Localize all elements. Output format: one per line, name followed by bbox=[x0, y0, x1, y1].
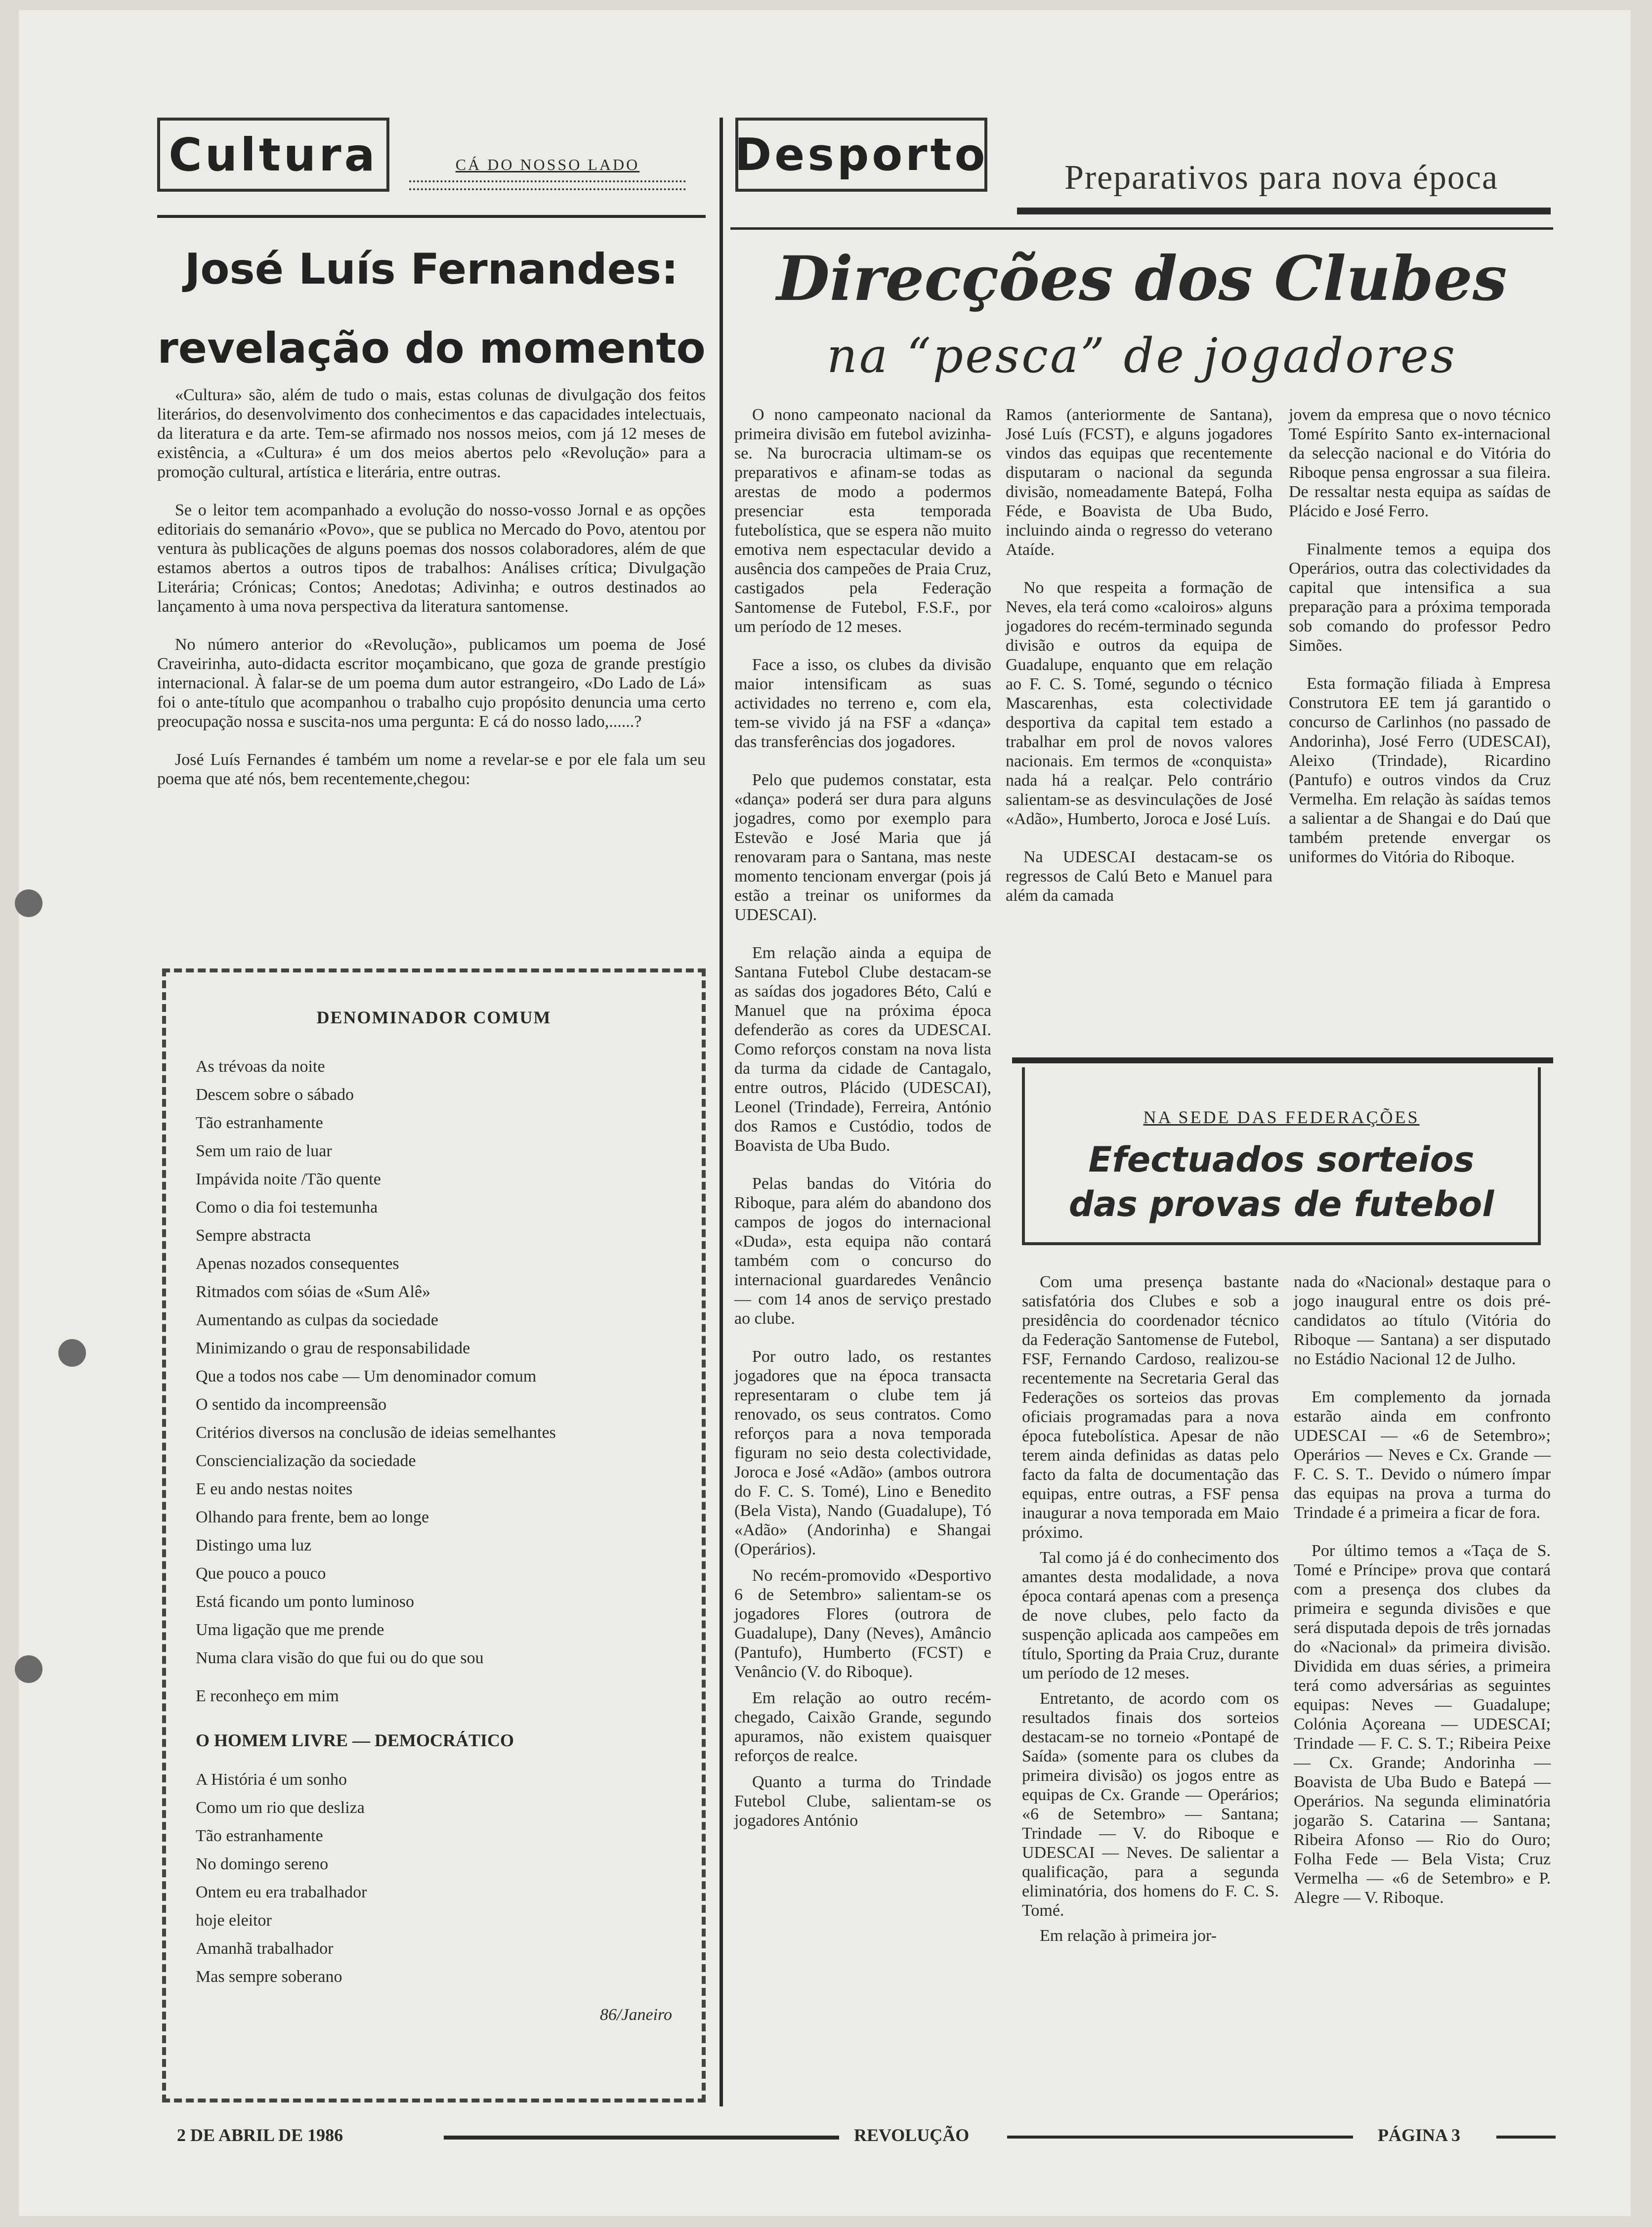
poem-line: Sempre abstracta bbox=[196, 1226, 311, 1245]
footer-rule-end bbox=[1496, 2136, 1556, 2139]
sport-column-1 bbox=[734, 405, 991, 1830]
poem-line: Aumentando as culpas da sociedade bbox=[196, 1311, 438, 1329]
sub-article-paragraph: Tal como já é do conhecimento dos amantes desta modalidade, a nova época contará apenas com a presença de nove clubes, pelo facto da suspenção aplicada aos campeões em título, Sporting da Praia Cruz, durante um período de 12 meses. bbox=[1022, 1549, 1279, 1682]
poem-line: Está ficando um ponto luminoso bbox=[196, 1593, 414, 1611]
culture-paragraph: José Luís Fernandes é também um nome a revelar-se e por ele fala um seu poema que até nós, bem recentemente,chegou: bbox=[157, 751, 706, 788]
sub-article-paragraph: Com uma presença bastante satisfatória dos Clubes e sob a presidência do coordenador técnico da Federação Santomense de Futebol, FSF, Fernando Cardoso, realizou-se recentemente na Secretaria Geral das Federações os sorteios das provas oficiais programadas para a nova época futebolística. Apesar de não terem ainda definidas as datas pelo facto da falta de documentação das equipas, entre outras, a FSF pensa inaugurar a nova temporada em Maio próximo. bbox=[1022, 1273, 1279, 1542]
poem-line: Minimizando o grau de responsabilidade bbox=[196, 1339, 470, 1357]
footer-paper-name: REVOLUÇÃO bbox=[854, 2125, 970, 2145]
poem-line: Apenas nozados consequentes bbox=[196, 1255, 399, 1273]
column-divider bbox=[720, 118, 723, 2106]
sport-section-tag bbox=[735, 118, 987, 192]
poem-title: DENOMINADOR COMUM bbox=[316, 1008, 551, 1027]
poem-line: No domingo sereno bbox=[196, 1855, 329, 1873]
sub-article-column-1 bbox=[1022, 1272, 1279, 1945]
culture-kicker-ornament bbox=[409, 180, 686, 190]
poem-stanza-1 bbox=[196, 1052, 672, 1710]
footer-date: 2 DE ABRIL DE 1986 bbox=[177, 2125, 343, 2145]
poem-line: Tão estranhamente bbox=[196, 1827, 323, 1845]
poem-line: Descem sobre o sábado bbox=[196, 1086, 354, 1104]
punch-hole bbox=[58, 1339, 86, 1367]
poem-line: E reconheço em mim bbox=[196, 1687, 339, 1705]
sub-article-top-rule bbox=[1012, 1057, 1553, 1063]
footer-rule-right bbox=[1007, 2136, 1353, 2139]
sub-article-box bbox=[1022, 1067, 1541, 1245]
footer-rule-left bbox=[444, 2136, 839, 2140]
poem-line: Numa clara visão do que fui ou do que sou bbox=[196, 1649, 484, 1667]
sport-header-rule bbox=[730, 227, 1553, 230]
culture-kicker: CÁ DO NOSSO LADO bbox=[455, 156, 640, 173]
poem-line: Ritmados com sóias de «Sum Alê» bbox=[196, 1283, 431, 1301]
poem-box bbox=[162, 968, 706, 2102]
culture-header-rule bbox=[157, 215, 706, 218]
poem-line: Consciencialização da sociedade bbox=[196, 1452, 416, 1470]
sport-paragraph: No que respeita a formação de Neves, ela terá como «caloiros» alguns jogadores do recém-terminado segunda divisão e outros da equipa de Guadalupe, enquanto que em relação ao F. C. S. Tomé, segundo o técnico Mascarenhas, esta colectividade desportiva da capital tem estado a trabalhar em prol de novos valores nacionais. Em termos de «conquista» nada há a realçar. Pelo contrário salientam-se as desvinculações de José «Adão», Humberto, Joroca e José Luís. bbox=[1006, 579, 1272, 828]
sub-article-headline-1: Efectuados sorteios bbox=[1088, 1139, 1475, 1180]
sub-article-kicker: NA SEDE DAS FEDERAÇÕES bbox=[1143, 1107, 1420, 1127]
sport-paragraph: Ramos (anteriormente de Santana), José Luís (FCST), e alguns jogadores vindos das equipas que recentemente disputaram o nacional da segunda divisão, nomeadamente Batepá, Folha Féde, e Boavista de Uba Budo, incluindo ainda o regresso do veterano Ataíde. bbox=[1006, 406, 1272, 559]
sub-article-paragraph: Entretanto, de acordo com os resultados finais dos sorteios destacam-se no torneio «Pontapé de Saída» (somente para os clubes da primeira divisão) os jogos entre as equipas de Cx. Grande — Operários; «6 de Setembro» — Santana; Trindade — V. do Riboque e UDESCAI — Neves. De salientar a qualificação, para a segunda eliminatória, dos homens do F. C. S. Tomé. bbox=[1022, 1689, 1279, 1920]
poem-date: 86/Janeiro bbox=[599, 2006, 672, 2024]
sport-column-2 bbox=[1006, 405, 1272, 905]
poem-line: Amanhã trabalhador bbox=[196, 1939, 334, 1958]
poem-line: Uma ligação que me prende bbox=[196, 1621, 384, 1639]
punch-hole bbox=[15, 889, 42, 917]
sub-article-paragraph: nada do «Nacional» destaque para o jogo inaugural entre os dois pré-candidatos ao título (Vitória do Riboque — Santana) a ser disputado no Estádio Nacional 12 de Julho. bbox=[1294, 1273, 1551, 1368]
sport-paragraph: Face a isso, os clubes da divisão maior intensificam as suas actividades no terreno e, com ela, tem-se vivido já na FSF a «dança» das transferências dos jogadores. bbox=[734, 656, 991, 751]
poem-line: Que a todos nos cabe — Um denominador comum bbox=[196, 1367, 537, 1386]
sport-paragraph: Quanto a turma do Trindade Futebol Clube, salientam-se os jogadores António bbox=[734, 1773, 991, 1830]
sport-paragraph: O nono campeonato nacional da primeira divisão em futebol avizinha-se. Na burocracia ultimam-se os preparativos e afinam-se todas as arestas de modo a podermos presenciar esta temporada futebolística, que se espera não muito emotiva nem espectacular devido a ausência dos campeões de Praia Cruz, castigados pela Federação Santomense de Futebol, F.S.F., por um período de 12 meses. bbox=[734, 406, 991, 636]
poem-line: Sem um raio de luar bbox=[196, 1142, 332, 1160]
poem-line: Mas sempre soberano bbox=[196, 1968, 342, 1986]
sport-paragraph: Esta formação filiada à Empresa Construtora EE tem já garantido o concurso de Carlinhos (no passado de Andorinha), José Ferro (UDESCAI), Aleixo (Trindade), Ricardino (Pantufo) e outros vindos da Cruz Vermelha. Em relação às saídas temos a salientar a de Shangai e do Daú que também pretende envergar os uniformes do Vitória do Riboque. bbox=[1289, 674, 1551, 866]
sport-section-label: Desporto bbox=[734, 128, 988, 181]
poem-line: O sentido da incompreensão bbox=[196, 1395, 387, 1414]
culture-paragraph: «Cultura» são, além de tudo o mais, estas colunas de divulgação dos feitos literários, do desenvolvimento dos conhecimentos e das capacidades intelectuais, da literatura e da arte. Tem-se afirmado nos nossos meios, com já 12 meses de existência, a «Cultura» é um dos meios abertos pelo «Revolução» para a promoção cultural, artística e literária, entre outras. bbox=[157, 386, 706, 481]
culture-paragraph: Se o leitor tem acompanhado a evolução do nosso-vosso Jornal e as opções editoriais do semanário «Povo», que se publica no Mercado do Povo, atentou por ventura às publicações de alguns poemas dos nossos colaboradores, além de que estamos abertos a outros tipos de trabalhos: Análises crítica; Divulgação Literária; Crónicas; Contos; Anedotas; Adivinha; e outros destinados ao lançamento à uma nova perspectiva da literatura santomense. bbox=[157, 501, 706, 616]
sport-column-3 bbox=[1289, 405, 1551, 867]
newspaper-page bbox=[19, 10, 1631, 2216]
sport-paragraph: Em relação ao outro recém-chegado, Caixão Grande, segundo apuramos, não existem quaisquer reforços de realce. bbox=[734, 1689, 991, 1765]
poem-line: Como um rio que desliza bbox=[196, 1799, 365, 1817]
poem-line: Ontem eu era trabalhador bbox=[196, 1883, 367, 1901]
poem-line: Que pouco a pouco bbox=[196, 1564, 326, 1583]
sport-paragraph: Finalmente temos a equipa dos Operários, outra das colectividades da capital que intensifica a sua preparação para a próxima temporada sob comando do professor Pedro Simões. bbox=[1289, 540, 1551, 655]
sub-article-paragraph: Em complemento da jornada estarão ainda em confronto UDESCAI — «6 de Setembro»; Operários — Neves e Cx. Grande — F. C. S. T.. Devido o número ímpar das equipas na prova a turma do Trindade é a primeira a ficar de fora. bbox=[1294, 1388, 1551, 1522]
poem-stanza-2 bbox=[196, 1765, 672, 1991]
sport-paragraph: Em relação ainda a equipa de Santana Futebol Clube destacam-se as saídas dos jogadores Béto, Calú e Manuel que na próxima época defenderão as cores da UDESCAI. Como reforços constam na nova lista da turma da cidade de Cantagalo, entre outros, Plácido (UDESCAI), Leonel (Trindade), Ferreira, António dos Ramos e Custódio, todos de Boavista de Uba Budo. bbox=[734, 944, 991, 1155]
sub-article-column-2 bbox=[1294, 1272, 1551, 1907]
poem-line: Tão estranhamente bbox=[196, 1114, 323, 1132]
poem-line: Olhando para frente, bem ao longe bbox=[196, 1508, 429, 1526]
sport-paragraph: Pelas bandas do Vitória do Riboque, para além do abandono dos campos de jogos do internacional «Duda», esta equipa não contará também com o concurso do internacional guardaredes Venâncio — com 14 anos de serviço prestado ao clube. bbox=[734, 1175, 991, 1328]
sport-paragraph: Na UDESCAI destacam-se os regressos de Calú Beto e Manuel para além da camada bbox=[1006, 848, 1272, 905]
footer-page-number: PÁGINA 3 bbox=[1378, 2125, 1461, 2145]
poem-line: Como o dia foi testemunha bbox=[196, 1198, 378, 1217]
poem-line: hoje eleitor bbox=[196, 1911, 272, 1930]
sport-paragraph: Por outro lado, os restantes jogadores que na época transacta representaram o clube tem já renovado, os seus contratos. Como reforços para a nova temporada figuram no seio desta colectividade, Joroca e José «Adão» (ambos outrora do F. C. S. Tomé), Lino e Benedito (Bela Vista), Nando (Guadalupe), Tó «Adão» (Andorinha) e Shangai (Operários). bbox=[734, 1347, 991, 1558]
culture-headline-2: revelação do momento bbox=[157, 324, 706, 373]
poem-line: E eu ando nestas noites bbox=[196, 1480, 353, 1498]
culture-headline-1: José Luís Fernandes: bbox=[184, 245, 678, 294]
sport-paragraph: jovem da empresa que o novo técnico Tomé Espírito Santo ex-internacional da selecção nacional e do Vitória do Riboque pensa engrossar a sua fileira. De ressaltar nesta equipa as saídas de Plácido e José Ferro. bbox=[1289, 406, 1551, 520]
sport-kicker: Preparativos para nova época bbox=[1064, 159, 1499, 197]
culture-body bbox=[157, 385, 706, 789]
sport-headline-2: na “pesca” de jogadores bbox=[826, 328, 1457, 383]
sport-paragraph: No recém-promovido «Desportivo 6 de Setembro» salientam-se os jogadores Flores (outrora de Guadalupe), Dany (Neves), Amâncio (Pantufo), Humberto (FCST) e Venâncio (V. do Riboque). bbox=[734, 1566, 991, 1681]
culture-section-label: Cultura bbox=[169, 128, 378, 181]
poem-line: Impávida noite /Tão quente bbox=[196, 1170, 381, 1188]
sub-article-paragraph: Por último temos a «Taça de S. Tomé e Príncipe» prova que contará com a presença dos clubes da primeira e segunda divisões e que será disputada depois de três jornadas do «Nacional» da primeira divisão. Dividida em duas séries, a primeira terá como adversárias as seguintes equipas: Neves — Guadalupe; Colónia Açoreana — UDESCAI; Trindade — F. C. S. T.; Ribeira Peixe — Cx. Grande; Andorinha — Boavista de Uba Budo e Batepá — Operários. Na segunda eliminatória jogarão S. Catarina — Santana; Ribeira Afonso — Rio do Ouro; Folha Fede — Bela Vista; Cruz Vermelha — «6 de Setembro» e P. Alegre — V. Riboque. bbox=[1294, 1542, 1551, 1907]
sport-headline-1: Direcções dos Clubes bbox=[776, 243, 1507, 315]
sport-kicker-rule bbox=[1017, 208, 1551, 214]
sub-article-headline-2: das provas de futebol bbox=[1068, 1184, 1494, 1224]
sub-article-paragraph: Em relação à primeira jor- bbox=[1040, 1927, 1217, 1945]
poem-line: Distingo uma luz bbox=[196, 1536, 312, 1555]
poem-line: Critérios diversos na conclusão de ideias semelhantes bbox=[196, 1424, 556, 1442]
poem-line: A História é um sonho bbox=[196, 1770, 347, 1789]
poem-line: As trévoas da noite bbox=[196, 1057, 325, 1076]
poem-subtitle: O HOMEM LIVRE — DEMOCRÁTICO bbox=[196, 1730, 514, 1750]
punch-hole bbox=[15, 1655, 42, 1683]
culture-section-tag bbox=[157, 118, 389, 192]
culture-paragraph: No número anterior do «Revolução», publicamos um poema de José Craveirinha, auto-didacta escritor moçambicano, que goza de grande prestígio internacional. À falar-se de um poema dum autor estrangeiro, «Do Lado de Lá» foi o ante-título que acompanhou o trabalho cujo propósito denuncia uma certo preocupação nossa e suscita-nos uma pergunta: E cá do nosso lado,......? bbox=[157, 635, 706, 731]
sport-paragraph: Pelo que pudemos constatar, esta «dança» poderá ser dura para alguns jogadres, como por exemplo para Estevão e José Maria que já renovaram para o Santana, mas neste momento tencionam envergar (pois já estão a treinar os uniformes da UDESCAI). bbox=[734, 771, 991, 924]
